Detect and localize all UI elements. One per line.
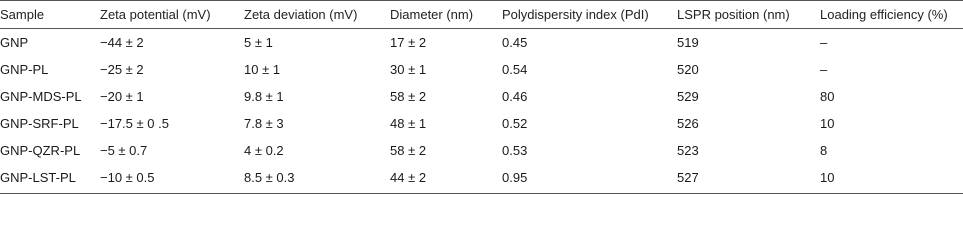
column-header-diameter: Diameter (nm): [390, 6, 474, 22]
table-header: [0, 0, 963, 28]
column-header-sample: Sample: [0, 6, 45, 22]
cell-diameter: 44 ± 2: [390, 170, 427, 185]
cell-pdi: 0.54: [502, 62, 528, 77]
table-body: [0, 28, 963, 191]
table-row: [0, 28, 963, 56]
cell-zeta-potential: −10 ± 0.5: [100, 170, 155, 185]
cell-zeta-deviation: 5 ± 1: [244, 35, 273, 50]
cell-zeta-potential: −44 ± 2: [100, 35, 144, 50]
table-row: [0, 83, 963, 110]
table-row: [0, 164, 963, 191]
cell-zeta-deviation: 4 ± 0.2: [244, 143, 284, 158]
column-header-zeta-potential: Zeta potential (mV): [100, 6, 211, 22]
cell-sample: GNP: [0, 35, 29, 50]
column-header-lspr-position: LSPR position (nm): [677, 6, 790, 22]
cell-zeta-potential: −20 ± 1: [100, 89, 144, 104]
cell-zeta-potential: −25 ± 2: [100, 62, 144, 77]
cell-loading-efficiency: 10: [820, 116, 835, 131]
cell-lspr-position: 526: [677, 116, 699, 131]
cell-lspr-position: 520: [677, 62, 699, 77]
cell-zeta-deviation: 7.8 ± 3: [244, 116, 284, 131]
cell-diameter: 30 ± 1: [390, 62, 427, 77]
cell-sample: GNP-LST-PL: [0, 170, 76, 185]
cell-lspr-position: 529: [677, 89, 699, 104]
cell-diameter: 58 ± 2: [390, 143, 427, 158]
cell-pdi: 0.52: [502, 116, 528, 131]
cell-loading-efficiency: –: [820, 62, 828, 77]
cell-loading-efficiency: 8: [820, 143, 828, 158]
cell-pdi: 0.46: [502, 89, 528, 104]
cell-zeta-deviation: 8.5 ± 0.3: [244, 170, 295, 185]
table-row: [0, 56, 963, 83]
cell-loading-efficiency: 80: [820, 89, 835, 104]
header-row: [0, 0, 963, 28]
cell-pdi: 0.53: [502, 143, 528, 158]
cell-pdi: 0.45: [502, 35, 528, 50]
cell-lspr-position: 519: [677, 35, 699, 50]
cell-lspr-position: 527: [677, 170, 699, 185]
cell-sample: GNP-SRF-PL: [0, 116, 79, 131]
cell-loading-efficiency: 10: [820, 170, 835, 185]
table-row: [0, 110, 963, 137]
cell-zeta-potential: −17.5 ± 0 .5: [100, 116, 169, 131]
cell-zeta-potential: −5 ± 0.7: [100, 143, 148, 158]
cell-loading-efficiency: –: [820, 35, 828, 50]
cell-lspr-position: 523: [677, 143, 699, 158]
column-header-loading-efficiency: Loading efficiency (%): [820, 6, 948, 22]
cell-zeta-deviation: 10 ± 1: [244, 62, 281, 77]
cell-diameter: 48 ± 1: [390, 116, 427, 131]
cell-pdi: 0.95: [502, 170, 528, 185]
column-header-polydispersity-index: Polydispersity index (PdI): [502, 6, 649, 22]
cell-sample: GNP-PL: [0, 62, 49, 77]
cell-sample: GNP-MDS-PL: [0, 89, 82, 104]
cell-diameter: 58 ± 2: [390, 89, 427, 104]
cell-zeta-deviation: 9.8 ± 1: [244, 89, 284, 104]
table-row: [0, 137, 963, 164]
table-bottom-rule: [0, 193, 963, 194]
column-header-zeta-deviation: Zeta deviation (mV): [244, 6, 358, 22]
cell-sample: GNP-QZR-PL: [0, 143, 81, 158]
cell-diameter: 17 ± 2: [390, 35, 427, 50]
